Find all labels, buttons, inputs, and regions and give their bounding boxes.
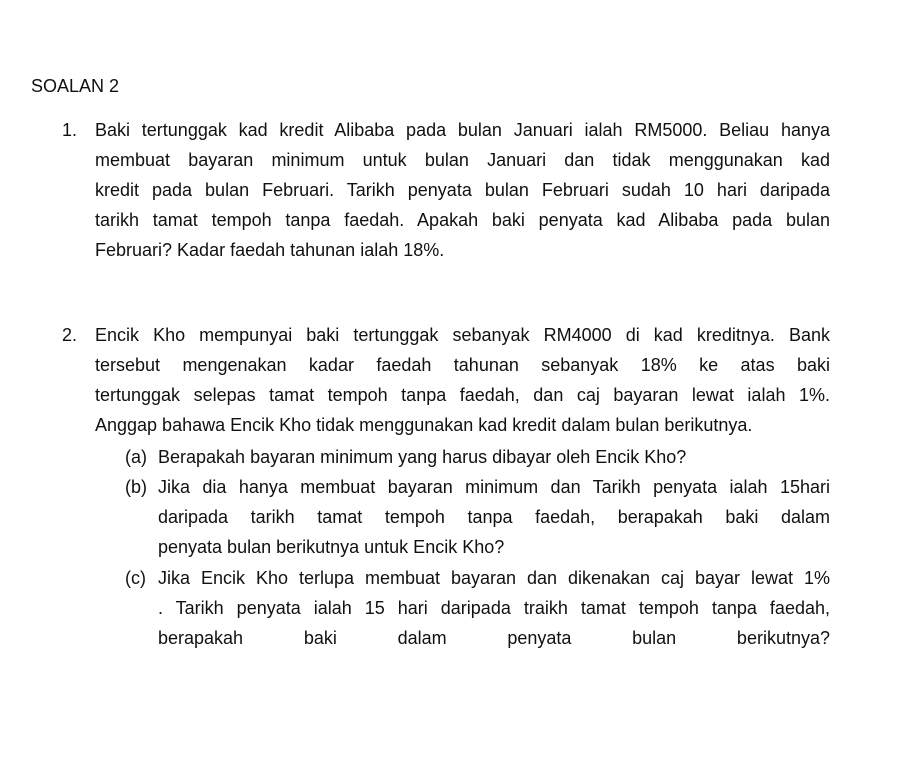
part-b-label: (b) bbox=[125, 477, 147, 497]
text-line: berapakah baki dalam penyata bulan berikutnya? bbox=[158, 628, 830, 648]
text-line: kredit pada bulan Februari. Tarikh penyata bulan Februari sudah 10 hari daripada bbox=[95, 180, 830, 200]
text-line: Baki tertunggak kad kredit Alibaba pada bulan Januari ialah RM5000. Beliau hanya bbox=[95, 120, 830, 140]
text-line: membuat bayaran minimum untuk bulan Januari dan tidak menggunakan kad bbox=[95, 150, 830, 170]
part-a-text bbox=[158, 442, 830, 472]
text-line: Februari? Kadar faedah tahunan ialah 18%. bbox=[95, 240, 445, 260]
text-line: Encik Kho mempunyai baki tertunggak sebanyak RM4000 di kad kreditnya. Bank bbox=[95, 325, 830, 345]
text-line: Jika dia hanya membuat bayaran minimum dan Tarikh penyata ialah 15hari bbox=[158, 477, 830, 497]
text-line: tersebut mengenakan kadar faedah tahunan sebanyak 18% ke atas baki bbox=[95, 355, 830, 375]
part-b-text bbox=[158, 472, 830, 562]
question-1-number: 1. bbox=[62, 120, 78, 140]
part-c-label: (c) bbox=[125, 568, 146, 588]
text-line: daripada tarikh tamat tempoh tanpa faedah, berapakah baki dalam bbox=[158, 507, 830, 527]
question-1-text bbox=[95, 115, 830, 265]
text-line: Berapakah bayaran minimum yang harus dibayar oleh Encik Kho? bbox=[158, 447, 687, 467]
part-c-text bbox=[158, 563, 830, 653]
text-line: . Tarikh penyata ialah 15 hari daripada traikh tamat tempoh tanpa faedah, bbox=[158, 598, 830, 618]
section-title: SOALAN 2 bbox=[31, 76, 120, 96]
question-2-text bbox=[95, 320, 830, 440]
question-2-number: 2. bbox=[62, 325, 78, 345]
text-line: tarikh tamat tempoh tanpa faedah. Apakah baki penyata kad Alibaba pada bulan bbox=[95, 210, 830, 230]
text-line: tertunggak selepas tamat tempoh tanpa faedah, dan caj bayaran lewat ialah 1%. bbox=[95, 385, 830, 405]
text-line: Anggap bahawa Encik Kho tidak menggunakan kad kredit dalam bulan berikutnya. bbox=[95, 415, 753, 435]
text-line: penyata bulan berikutnya untuk Encik Kho? bbox=[158, 537, 505, 557]
part-a-label: (a) bbox=[125, 447, 147, 467]
text-line: Jika Encik Kho terlupa membuat bayaran dan dikenakan caj bayar lewat 1% bbox=[158, 568, 830, 588]
